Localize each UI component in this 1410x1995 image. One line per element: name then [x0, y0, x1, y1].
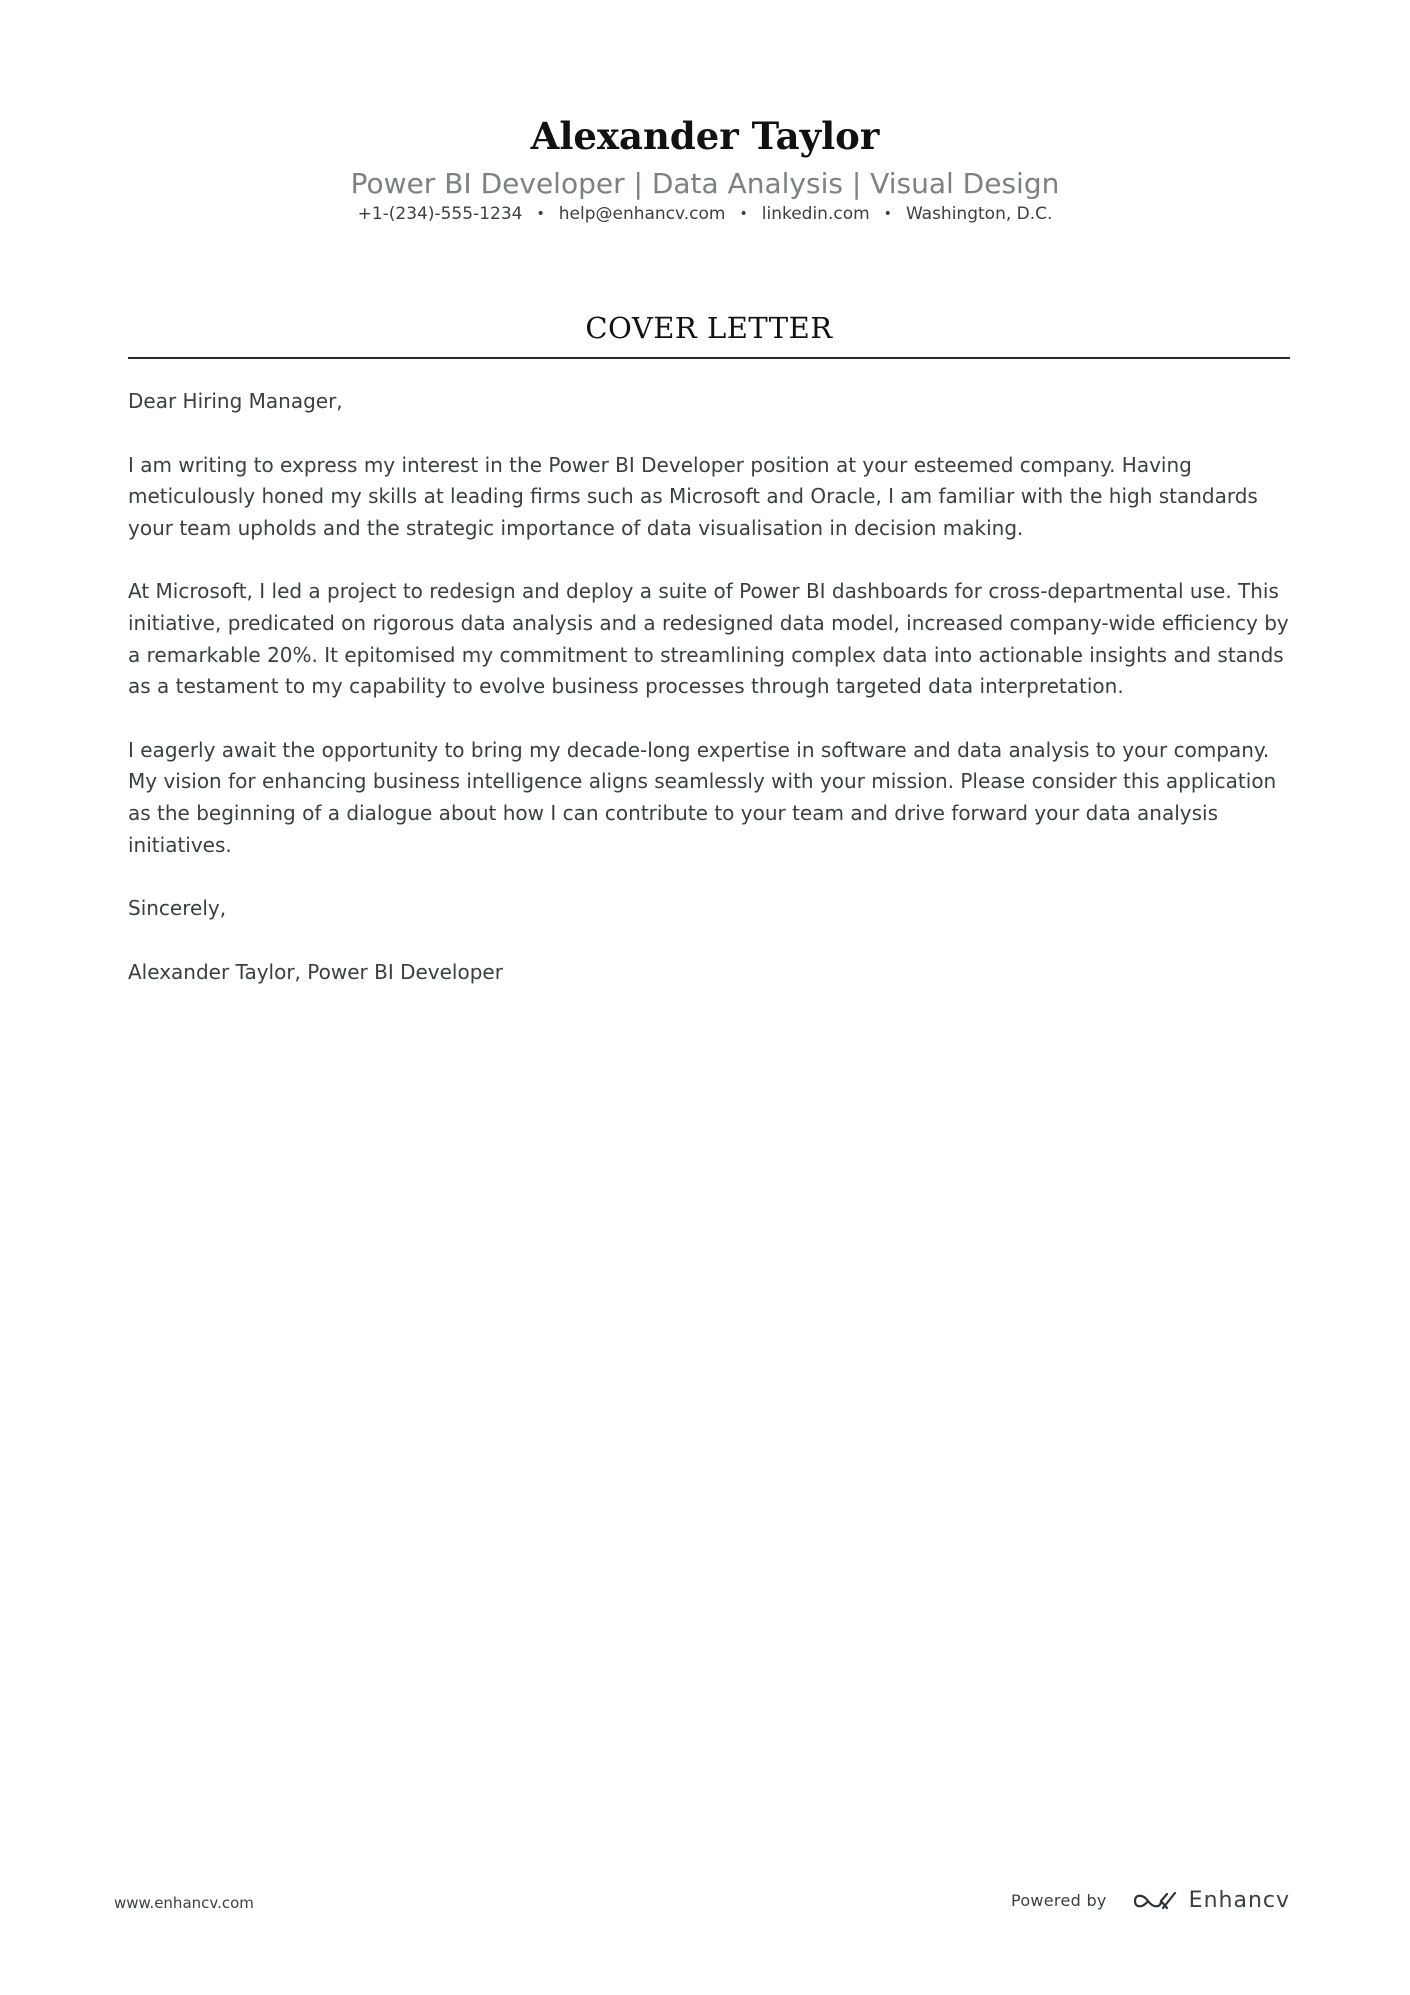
candidate-name: Alexander Taylor: [530, 114, 880, 158]
letter-paragraph: I eagerly await the opportunity to bring my decade-long expertise in software and data analysis to your company. My vision for enhancing business intelligence aligns seamlessly with your mission. Please consider this application as the beginning of a dialogue about how I can contribute to your team and drive forward your data analysis initiatives.: [128, 737, 1277, 857]
contact-line: [0, 202, 1410, 226]
footer-website[interactable]: www.enhancv.com: [114, 1894, 254, 1912]
brand-name: Enhancv: [1188, 1888, 1290, 1913]
letter-paragraph: At Microsoft, I led a project to redesign and deploy a suite of Power BI dashboards for cross-departmental use. This initiative, predicated on rigorous data analysis and a redesigned data model, increased company-wide efficiency by a remarkable 20%. It epitomised my commitment to streamlining complex data into actionable insights and stands as a testament to my capability to evolve business processes through targeted data interpretation.: [128, 579, 1289, 699]
letter-salutation: Dear Hiring Manager,: [128, 389, 343, 413]
enhancv-logo-icon: [1133, 1890, 1177, 1912]
letter-body: [128, 386, 1290, 1020]
contact-email[interactable]: help@enhancv.com: [558, 204, 726, 224]
contact-location: Washington, D.C.: [905, 204, 1053, 224]
letter-paragraph: I am writing to express my interest in the Power BI Developer position at your esteemed company. Having meticulously honed my skills at leading firms such as Microsoft and Oracle, I am familiar with the high standards your team upholds and the strategic importance of data visualisation in decision making.: [128, 452, 1258, 540]
letter-closing: Sincerely,: [128, 896, 227, 921]
resume-header: [0, 110, 1410, 226]
brand-logo[interactable]: [1133, 1888, 1290, 1913]
contact-linkedin[interactable]: linkedin.com: [761, 204, 870, 224]
contact-phone: +1-(234)-555-1234: [357, 204, 523, 224]
footer-branding: [1011, 1888, 1290, 1913]
letter-signature: Alexander Taylor, Power BI Developer: [128, 959, 503, 984]
contact-separator: •: [536, 206, 545, 222]
candidate-title: Power BI Developer | Data Analysis | Visual Design: [350, 167, 1060, 200]
contact-separator: •: [739, 206, 748, 222]
section-divider: [128, 357, 1290, 359]
powered-by-label: Powered by: [1010, 1891, 1107, 1910]
contact-separator: •: [883, 206, 892, 222]
section-title: COVER LETTER: [585, 311, 833, 345]
